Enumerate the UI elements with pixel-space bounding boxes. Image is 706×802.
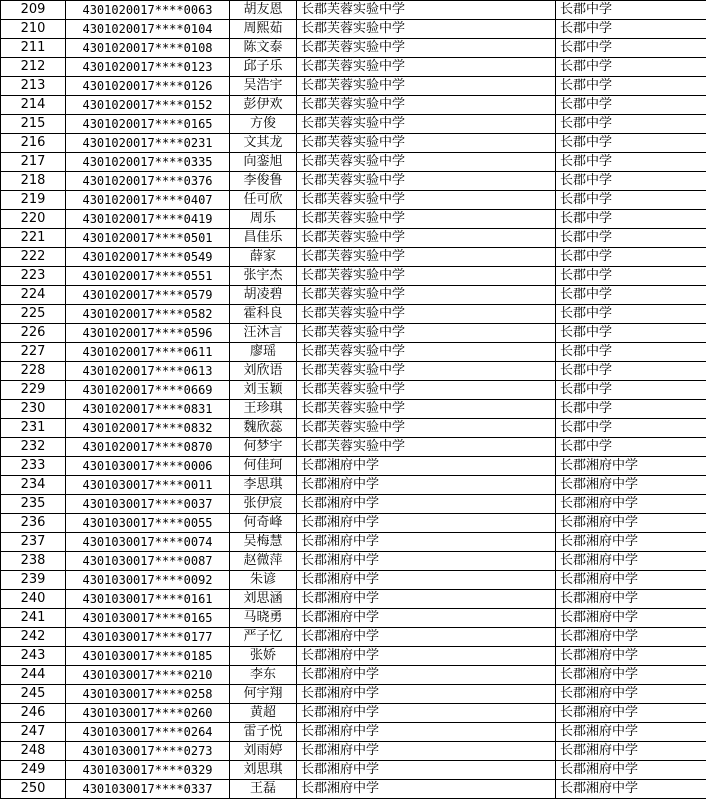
school-cell: 长郡芙蓉实验中学	[297, 324, 556, 343]
school-cell: 长郡芙蓉实验中学	[297, 248, 556, 267]
school-cell: 长郡芙蓉实验中学	[297, 115, 556, 134]
student-name-cell: 何梦宇	[230, 438, 297, 457]
row-number-cell: 241	[1, 609, 66, 628]
student-id-cell: 4301020017****0870	[66, 438, 230, 457]
student-name-cell: 刘思琪	[230, 761, 297, 780]
assigned-school-cell: 长郡中学	[556, 210, 706, 229]
student-name-cell: 邱子乐	[230, 58, 297, 77]
assigned-school-cell: 长郡湘府中学	[556, 742, 706, 761]
school-cell: 长郡芙蓉实验中学	[297, 191, 556, 210]
row-number-cell: 231	[1, 419, 66, 438]
school-cell: 长郡湘府中学	[297, 647, 556, 666]
assigned-school-cell: 长郡湘府中学	[556, 685, 706, 704]
student-name-cell: 文其龙	[230, 134, 297, 153]
row-number-cell: 226	[1, 324, 66, 343]
school-cell: 长郡芙蓉实验中学	[297, 419, 556, 438]
table-row	[1, 457, 706, 476]
school-cell: 长郡芙蓉实验中学	[297, 20, 556, 39]
student-id-cell: 4301020017****0579	[66, 286, 230, 305]
student-name-cell: 李俊鲁	[230, 172, 297, 191]
table-row	[1, 267, 706, 286]
table-row	[1, 400, 706, 419]
row-number-cell: 209	[1, 1, 66, 20]
assigned-school-cell: 长郡湘府中学	[556, 609, 706, 628]
school-cell: 长郡湘府中学	[297, 609, 556, 628]
row-number-cell: 230	[1, 400, 66, 419]
row-number-cell: 229	[1, 381, 66, 400]
assigned-school-cell: 长郡湘府中学	[556, 457, 706, 476]
assigned-school-cell: 长郡湘府中学	[556, 495, 706, 514]
student-id-cell: 4301020017****0108	[66, 39, 230, 58]
student-name-cell: 吴浩宇	[230, 77, 297, 96]
row-number-cell: 250	[1, 780, 66, 799]
school-cell: 长郡湘府中学	[297, 780, 556, 799]
table-row	[1, 248, 706, 267]
table-row	[1, 476, 706, 495]
table-row	[1, 590, 706, 609]
assigned-school-cell: 长郡湘府中学	[556, 571, 706, 590]
table-row	[1, 704, 706, 723]
school-cell: 长郡湘府中学	[297, 571, 556, 590]
student-id-cell: 4301030017****0260	[66, 704, 230, 723]
student-id-cell: 4301020017****0832	[66, 419, 230, 438]
row-number-cell: 244	[1, 666, 66, 685]
table-row	[1, 495, 706, 514]
student-id-cell: 4301020017****0669	[66, 381, 230, 400]
student-name-cell: 汪沐言	[230, 324, 297, 343]
table-row	[1, 780, 706, 799]
student-id-cell: 4301030017****0092	[66, 571, 230, 590]
student-id-cell: 4301030017****0264	[66, 723, 230, 742]
table-row	[1, 229, 706, 248]
row-number-cell: 234	[1, 476, 66, 495]
school-cell: 长郡芙蓉实验中学	[297, 400, 556, 419]
row-number-cell: 243	[1, 647, 66, 666]
student-name-cell: 张伊宸	[230, 495, 297, 514]
school-cell: 长郡芙蓉实验中学	[297, 1, 556, 20]
student-name-cell: 周乐	[230, 210, 297, 229]
student-name-cell: 何佳珂	[230, 457, 297, 476]
table-row	[1, 115, 706, 134]
assigned-school-cell: 长郡中学	[556, 248, 706, 267]
row-number-cell: 213	[1, 77, 66, 96]
assigned-school-cell: 长郡中学	[556, 153, 706, 172]
student-id-cell: 4301030017****0074	[66, 533, 230, 552]
student-id-cell: 4301030017****0329	[66, 761, 230, 780]
student-name-cell: 朱谚	[230, 571, 297, 590]
student-name-cell: 李东	[230, 666, 297, 685]
assigned-school-cell: 长郡湘府中学	[556, 628, 706, 647]
student-name-cell: 任可欣	[230, 191, 297, 210]
student-id-cell: 4301020017****0419	[66, 210, 230, 229]
student-name-cell: 魏欣蕊	[230, 419, 297, 438]
row-number-cell: 232	[1, 438, 66, 457]
student-name-cell: 刘思涵	[230, 590, 297, 609]
student-id-cell: 4301030017****0087	[66, 552, 230, 571]
school-cell: 长郡芙蓉实验中学	[297, 134, 556, 153]
table-row	[1, 343, 706, 362]
student-name-cell: 薛家	[230, 248, 297, 267]
assigned-school-cell: 长郡湘府中学	[556, 476, 706, 495]
table-row	[1, 210, 706, 229]
school-cell: 长郡湘府中学	[297, 476, 556, 495]
table-row	[1, 153, 706, 172]
row-number-cell: 215	[1, 115, 66, 134]
roster-table-body	[1, 1, 706, 799]
student-id-cell: 4301030017****0011	[66, 476, 230, 495]
assigned-school-cell: 长郡湘府中学	[556, 514, 706, 533]
student-id-cell: 4301020017****0611	[66, 343, 230, 362]
student-name-cell: 方俊	[230, 115, 297, 134]
school-cell: 长郡芙蓉实验中学	[297, 153, 556, 172]
student-name-cell: 廖瑶	[230, 343, 297, 362]
student-id-cell: 4301030017****0037	[66, 495, 230, 514]
row-number-cell: 222	[1, 248, 66, 267]
student-name-cell: 张宇杰	[230, 267, 297, 286]
student-name-cell: 彭伊欢	[230, 96, 297, 115]
assigned-school-cell: 长郡中学	[556, 419, 706, 438]
school-cell: 长郡湘府中学	[297, 590, 556, 609]
assigned-school-cell: 长郡湘府中学	[556, 666, 706, 685]
student-id-cell: 4301020017****0582	[66, 305, 230, 324]
school-cell: 长郡芙蓉实验中学	[297, 305, 556, 324]
row-number-cell: 225	[1, 305, 66, 324]
row-number-cell: 233	[1, 457, 66, 476]
row-number-cell: 236	[1, 514, 66, 533]
student-name-cell: 霍科良	[230, 305, 297, 324]
student-id-cell: 4301020017****0063	[66, 1, 230, 20]
table-row	[1, 552, 706, 571]
student-name-cell: 张娇	[230, 647, 297, 666]
school-cell: 长郡湘府中学	[297, 628, 556, 647]
row-number-cell: 223	[1, 267, 66, 286]
assigned-school-cell: 长郡中学	[556, 400, 706, 419]
row-number-cell: 224	[1, 286, 66, 305]
row-number-cell: 235	[1, 495, 66, 514]
table-row	[1, 514, 706, 533]
student-id-cell: 4301020017****0613	[66, 362, 230, 381]
table-row	[1, 381, 706, 400]
table-row	[1, 362, 706, 381]
table-row	[1, 723, 706, 742]
table-row	[1, 324, 706, 343]
assigned-school-cell: 长郡中学	[556, 362, 706, 381]
school-cell: 长郡湘府中学	[297, 533, 556, 552]
student-id-cell: 4301020017****0407	[66, 191, 230, 210]
school-cell: 长郡芙蓉实验中学	[297, 77, 556, 96]
row-number-cell: 220	[1, 210, 66, 229]
row-number-cell: 228	[1, 362, 66, 381]
assigned-school-cell: 长郡湘府中学	[556, 533, 706, 552]
assigned-school-cell: 长郡湘府中学	[556, 552, 706, 571]
row-number-cell: 214	[1, 96, 66, 115]
student-name-cell: 刘雨婷	[230, 742, 297, 761]
table-row	[1, 305, 706, 324]
assigned-school-cell: 长郡中学	[556, 20, 706, 39]
table-row	[1, 58, 706, 77]
table-row	[1, 438, 706, 457]
assigned-school-cell: 长郡中学	[556, 343, 706, 362]
student-name-cell: 胡友恩	[230, 1, 297, 20]
table-row	[1, 666, 706, 685]
student-id-cell: 4301020017****0596	[66, 324, 230, 343]
student-id-cell: 4301020017****0152	[66, 96, 230, 115]
student-id-cell: 4301030017****0185	[66, 647, 230, 666]
student-id-cell: 4301020017****0549	[66, 248, 230, 267]
assigned-school-cell: 长郡中学	[556, 134, 706, 153]
table-row	[1, 533, 706, 552]
school-cell: 长郡芙蓉实验中学	[297, 58, 556, 77]
table-row	[1, 647, 706, 666]
row-number-cell: 248	[1, 742, 66, 761]
assigned-school-cell: 长郡湘府中学	[556, 761, 706, 780]
school-cell: 长郡芙蓉实验中学	[297, 381, 556, 400]
student-id-cell: 4301020017****0335	[66, 153, 230, 172]
school-cell: 长郡芙蓉实验中学	[297, 172, 556, 191]
table-row	[1, 172, 706, 191]
row-number-cell: 211	[1, 39, 66, 58]
student-name-cell: 刘欣语	[230, 362, 297, 381]
student-name-cell: 刘玉颖	[230, 381, 297, 400]
school-cell: 长郡湘府中学	[297, 495, 556, 514]
table-row	[1, 20, 706, 39]
school-cell: 长郡湘府中学	[297, 761, 556, 780]
table-row	[1, 571, 706, 590]
row-number-cell: 218	[1, 172, 66, 191]
school-cell: 长郡芙蓉实验中学	[297, 39, 556, 58]
student-id-cell: 4301020017****0104	[66, 20, 230, 39]
row-number-cell: 210	[1, 20, 66, 39]
row-number-cell: 247	[1, 723, 66, 742]
student-id-cell: 4301020017****0123	[66, 58, 230, 77]
row-number-cell: 249	[1, 761, 66, 780]
assigned-school-cell: 长郡湘府中学	[556, 780, 706, 799]
school-cell: 长郡湘府中学	[297, 742, 556, 761]
school-cell: 长郡湘府中学	[297, 514, 556, 533]
student-name-cell: 何宇翔	[230, 685, 297, 704]
table-row	[1, 134, 706, 153]
assigned-school-cell: 长郡中学	[556, 115, 706, 134]
student-id-cell: 4301020017****0126	[66, 77, 230, 96]
student-name-cell: 王珍琪	[230, 400, 297, 419]
assigned-school-cell: 长郡中学	[556, 438, 706, 457]
student-name-cell: 昌佳乐	[230, 229, 297, 248]
assigned-school-cell: 长郡中学	[556, 229, 706, 248]
school-cell: 长郡芙蓉实验中学	[297, 362, 556, 381]
student-id-cell: 4301030017****0165	[66, 609, 230, 628]
table-row	[1, 191, 706, 210]
school-cell: 长郡湘府中学	[297, 723, 556, 742]
student-id-cell: 4301030017****0337	[66, 780, 230, 799]
assigned-school-cell: 长郡中学	[556, 324, 706, 343]
row-number-cell: 246	[1, 704, 66, 723]
row-number-cell: 221	[1, 229, 66, 248]
assigned-school-cell: 长郡中学	[556, 381, 706, 400]
row-number-cell: 237	[1, 533, 66, 552]
assigned-school-cell: 长郡中学	[556, 96, 706, 115]
student-name-cell: 赵微萍	[230, 552, 297, 571]
assigned-school-cell: 长郡湘府中学	[556, 647, 706, 666]
student-name-cell: 胡凌碧	[230, 286, 297, 305]
student-name-cell: 陈文泰	[230, 39, 297, 58]
student-id-cell: 4301030017****0006	[66, 457, 230, 476]
assigned-school-cell: 长郡中学	[556, 172, 706, 191]
student-id-cell: 4301020017****0551	[66, 267, 230, 286]
student-id-cell: 4301020017****0501	[66, 229, 230, 248]
school-cell: 长郡芙蓉实验中学	[297, 267, 556, 286]
student-name-cell: 周熙茹	[230, 20, 297, 39]
row-number-cell: 242	[1, 628, 66, 647]
assigned-school-cell: 长郡中学	[556, 267, 706, 286]
student-name-cell: 黄超	[230, 704, 297, 723]
assigned-school-cell: 长郡湘府中学	[556, 723, 706, 742]
assigned-school-cell: 长郡中学	[556, 286, 706, 305]
student-id-cell: 4301030017****0210	[66, 666, 230, 685]
school-cell: 长郡芙蓉实验中学	[297, 229, 556, 248]
assigned-school-cell: 长郡中学	[556, 77, 706, 96]
student-id-cell: 4301030017****0161	[66, 590, 230, 609]
school-cell: 长郡芙蓉实验中学	[297, 96, 556, 115]
table-row	[1, 1, 706, 20]
school-cell: 长郡湘府中学	[297, 666, 556, 685]
row-number-cell: 240	[1, 590, 66, 609]
row-number-cell: 217	[1, 153, 66, 172]
table-row	[1, 609, 706, 628]
row-number-cell: 212	[1, 58, 66, 77]
student-id-cell: 4301020017****0376	[66, 172, 230, 191]
student-id-cell: 4301030017****0055	[66, 514, 230, 533]
assigned-school-cell: 长郡中学	[556, 1, 706, 20]
school-cell: 长郡湘府中学	[297, 552, 556, 571]
school-cell: 长郡湘府中学	[297, 457, 556, 476]
school-cell: 长郡芙蓉实验中学	[297, 438, 556, 457]
student-name-cell: 何奇峰	[230, 514, 297, 533]
school-cell: 长郡湘府中学	[297, 685, 556, 704]
student-id-cell: 4301020017****0831	[66, 400, 230, 419]
student-id-cell: 4301030017****0258	[66, 685, 230, 704]
table-row	[1, 685, 706, 704]
student-id-cell: 4301020017****0165	[66, 115, 230, 134]
table-row	[1, 39, 706, 58]
assigned-school-cell: 长郡中学	[556, 305, 706, 324]
student-name-cell: 王磊	[230, 780, 297, 799]
assigned-school-cell: 长郡中学	[556, 191, 706, 210]
student-name-cell: 严子忆	[230, 628, 297, 647]
row-number-cell: 227	[1, 343, 66, 362]
assigned-school-cell: 长郡中学	[556, 58, 706, 77]
table-row	[1, 628, 706, 647]
row-number-cell: 245	[1, 685, 66, 704]
table-row	[1, 286, 706, 305]
table-row	[1, 96, 706, 115]
student-name-cell: 李思琪	[230, 476, 297, 495]
student-name-cell: 雷子悦	[230, 723, 297, 742]
school-cell: 长郡湘府中学	[297, 704, 556, 723]
assigned-school-cell: 长郡中学	[556, 39, 706, 58]
row-number-cell: 219	[1, 191, 66, 210]
student-id-cell: 4301030017****0273	[66, 742, 230, 761]
assigned-school-cell: 长郡湘府中学	[556, 704, 706, 723]
student-id-cell: 4301020017****0231	[66, 134, 230, 153]
row-number-cell: 216	[1, 134, 66, 153]
student-name-cell: 向銮旭	[230, 153, 297, 172]
student-id-cell: 4301030017****0177	[66, 628, 230, 647]
row-number-cell: 239	[1, 571, 66, 590]
assigned-school-cell: 长郡湘府中学	[556, 590, 706, 609]
student-name-cell: 马晓勇	[230, 609, 297, 628]
table-row	[1, 77, 706, 96]
school-cell: 长郡芙蓉实验中学	[297, 286, 556, 305]
student-name-cell: 吴梅慧	[230, 533, 297, 552]
row-number-cell: 238	[1, 552, 66, 571]
table-row	[1, 761, 706, 780]
school-cell: 长郡芙蓉实验中学	[297, 343, 556, 362]
school-cell: 长郡芙蓉实验中学	[297, 210, 556, 229]
table-row	[1, 742, 706, 761]
table-row	[1, 419, 706, 438]
